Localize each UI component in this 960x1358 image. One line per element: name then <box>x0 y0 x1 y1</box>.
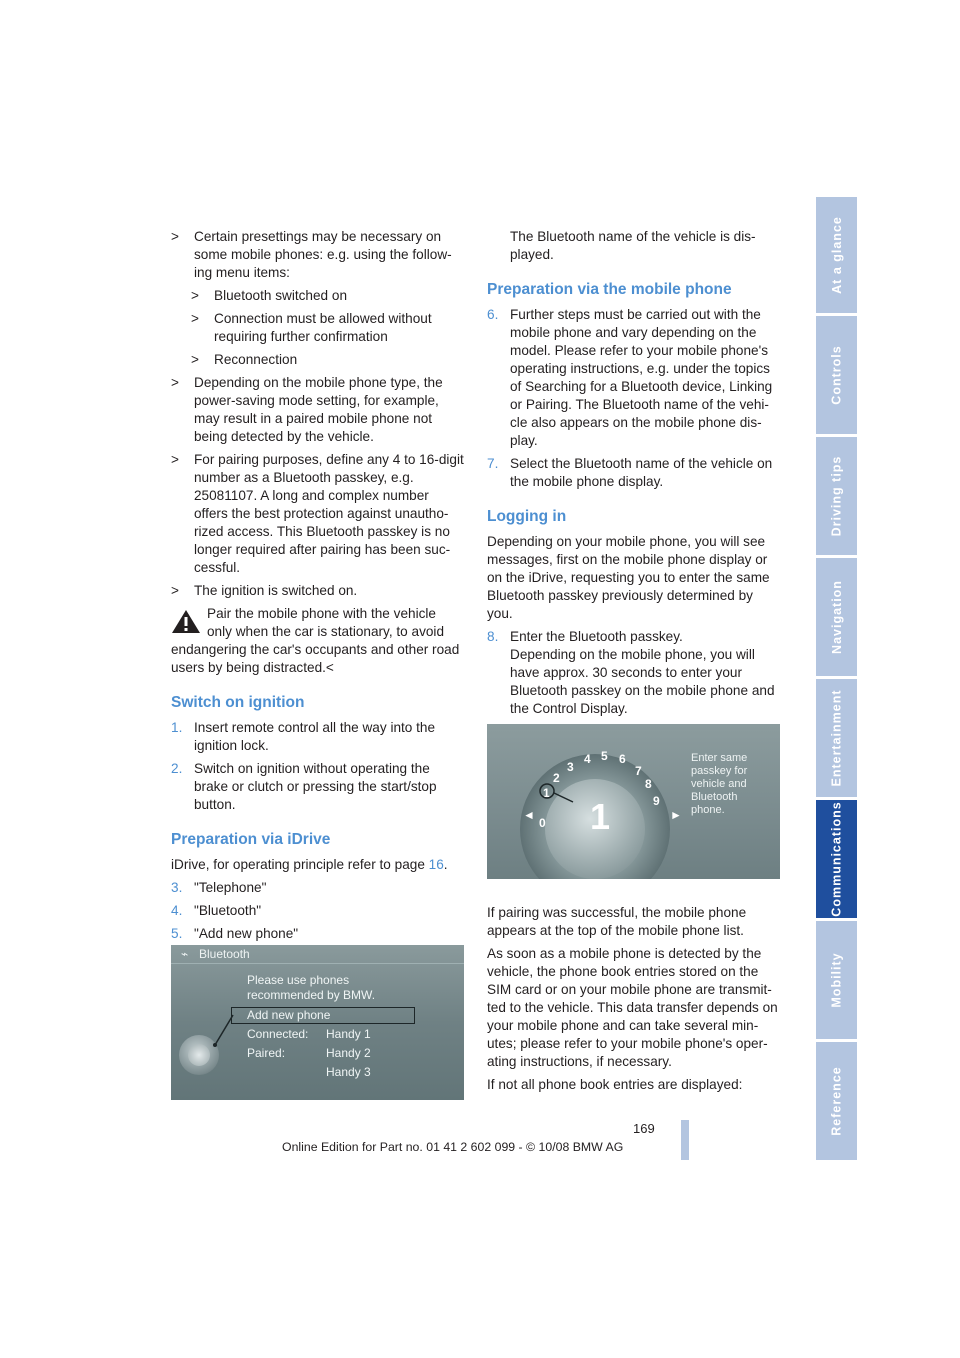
tab-label: Reference <box>829 1066 844 1136</box>
warning-text-b: endangering the car's occupants and other road users by being distracted. <box>171 642 460 675</box>
tab-label: Driving tips <box>829 455 844 537</box>
selected-digit-marker-icon <box>535 782 575 806</box>
dial-digit: 0 <box>539 816 546 830</box>
warning-note <box>171 605 464 677</box>
divider <box>171 963 464 964</box>
tab-driving-tips[interactable] <box>816 437 857 555</box>
list-item <box>171 451 464 577</box>
list-item <box>171 582 464 600</box>
arrow-left-icon: ◄ <box>523 808 535 822</box>
paired-label: Paired: <box>247 1046 286 1060</box>
step-number: 6 . <box>487 306 510 450</box>
paired-phone: Handy 2 <box>326 1046 371 1060</box>
page-reference-link[interactable]: 16 <box>428 857 444 872</box>
tab-entertainment[interactable] <box>816 679 857 797</box>
step-item <box>171 879 464 897</box>
tab-mobility[interactable] <box>816 921 857 1039</box>
bullet-text: Reconnection <box>214 352 298 367</box>
dial-digit: 3 <box>567 760 574 774</box>
left-column <box>171 228 464 948</box>
dial-digit: 2 <box>553 771 560 785</box>
tab-label: At a glance <box>829 216 844 294</box>
dial-digit: 7 <box>635 764 642 778</box>
hint-line: Bluetooth <box>691 791 738 803</box>
screen-message-line: recommended by BMW. <box>247 988 376 1002</box>
right-column <box>487 228 780 1099</box>
hint-line: passkey for <box>691 765 748 777</box>
hint-line: Enter same <box>691 752 748 764</box>
warning-text-a: Pair the mobile phone with the vehicle only when the car is stationary, to avoid <box>207 606 445 639</box>
step-text: Switch on ignition without operating the brake or clutch or pressing the start/stop button. <box>194 761 437 812</box>
bullet-text: For pairing purposes, define any 4 to 16-digit number as a Bluetooth passkey, e.g. 25081107. A long and complex number offers the best protection against unautho-rized access. This Bluetooth passkey is no longer required after pairing has been suc-cessful. <box>194 452 464 575</box>
tab-at-a-glance[interactable] <box>816 197 857 313</box>
step-item <box>171 925 464 943</box>
bullet-text: The ignition is switched on. <box>194 583 358 598</box>
step-text: Select the Bluetooth name of the vehicle on the mobile phone display. <box>510 456 773 489</box>
list-item <box>171 228 464 282</box>
paired-phone: Handy 3 <box>326 1065 371 1079</box>
bullet-text: Connection must be allowed without requiring further confirmation <box>214 311 432 344</box>
list-item <box>191 351 464 369</box>
step-item <box>171 719 464 755</box>
step-number: 5 . <box>171 925 194 943</box>
bullet-marker: > <box>191 288 199 303</box>
step-text: "Bluetooth" <box>194 903 262 918</box>
step-text: Further steps must be carried out with the mobile phone and vary depending on the model. Please refer to your mobile phone's operating instructions, e.g. under the topics of Searching for a Bluetooth device, Linking or Pairing. The Bluetooth name of the vehi-cle also appears on the mobile phone dis-play. <box>510 307 773 448</box>
footer-edition: Online Edition for Part no. 01 41 2 602 099 - © 10/08 BMW AG <box>282 1140 624 1154</box>
bullet-marker: > <box>191 352 199 367</box>
step-text: "Telephone" <box>194 880 267 895</box>
idrive-bluetooth-screenshot <box>171 945 464 1100</box>
step-number: 1 . <box>171 719 194 755</box>
step-text-main: Enter the Bluetooth passkey. <box>510 629 683 644</box>
list-item <box>191 310 464 346</box>
step-item <box>171 760 464 814</box>
bullet-marker: > <box>171 452 179 467</box>
heading-switch-on-ignition: Switch on ignition <box>171 694 305 711</box>
tab-controls[interactable] <box>816 316 857 434</box>
step-number: 7 . <box>487 455 510 491</box>
list-item <box>191 287 464 305</box>
step-text <box>510 628 780 718</box>
login-paragraph: Depending on your mobile phone, you will see messages, first on the mobile phone display or on the iDrive, requesting you to enter the same Bluetooth passkey previously determined by you. <box>487 534 770 621</box>
screen-title: Bluetooth <box>199 947 250 961</box>
passkey-hint <box>691 752 747 817</box>
paragraph: If pairing was successful, the mobile phone appears at the top of the mobile phone list. <box>487 905 747 938</box>
menu-item-add-new-phone: Add new phone <box>247 1008 331 1022</box>
bullet-marker: > <box>191 311 199 326</box>
dial-digit: 5 <box>601 749 608 763</box>
hint-line: phone. <box>691 804 725 816</box>
tab-label: Navigation <box>829 580 844 654</box>
step-item <box>487 455 780 491</box>
tab-reference[interactable] <box>816 1042 857 1160</box>
bullet-text: Depending on the mobile phone type, the power-saving mode setting, for example, may result in a paired mobile phone not being detected by the vehicle. <box>194 375 443 444</box>
tab-navigation[interactable] <box>816 558 857 676</box>
step-number: 2 . <box>171 760 194 814</box>
tab-label: Mobility <box>829 952 844 1008</box>
arrow-right-icon: ► <box>670 808 682 822</box>
end-mark: < <box>325 660 334 675</box>
step-text: Insert remote control all the way into the ignition lock. <box>194 720 436 753</box>
tab-label: Communications <box>829 801 844 917</box>
step-item <box>171 902 464 920</box>
dial-digit: 8 <box>645 777 652 791</box>
controller-knob-inner <box>188 1044 210 1066</box>
bullet-marker: > <box>171 229 179 244</box>
connected-label: Connected: <box>247 1027 309 1041</box>
bullet-marker: > <box>171 375 179 390</box>
heading-preparation-idrive: Preparation via iDrive <box>171 831 331 848</box>
tab-communications[interactable] <box>816 800 857 918</box>
page-number: 169 <box>633 1121 655 1136</box>
hint-line: vehicle and <box>691 778 747 790</box>
bluetooth-menu-icon: ⌁ <box>181 947 189 961</box>
list-item <box>171 374 464 446</box>
screen-message-line: Please use phones <box>247 973 350 987</box>
step-number: 4 . <box>171 902 194 920</box>
idrive-passkey-screenshot <box>487 724 780 879</box>
bullet-marker: > <box>171 583 179 598</box>
step-text: "Add new phone" <box>194 926 299 941</box>
connected-phone: Handy 1 <box>326 1027 371 1041</box>
step-number: 3 . <box>171 879 194 897</box>
heading-preparation-mobile: Preparation via the mobile phone <box>487 281 732 298</box>
dial-digit: 6 <box>619 752 626 766</box>
step-item <box>487 628 780 718</box>
tab-label: Entertainment <box>829 689 844 787</box>
dial-digit: 9 <box>653 794 660 808</box>
tab-label: Controls <box>829 345 844 405</box>
paragraph: As soon as a mobile phone is detected by the vehicle, the phone book entries stored on the SIM card or on your mobile phone are transmit-ted to the vehicle. This data transfer depends on your mobile phone and can take several min-utes; please refer to your mobile phone's oper-ating instructions, if necessary. <box>487 946 778 1069</box>
dial-digit: 4 <box>584 752 591 766</box>
step-number: 8 . <box>487 628 510 718</box>
pointer-line-icon <box>211 1013 235 1049</box>
bullet-text: Bluetooth switched on <box>214 288 348 303</box>
dial-digit: 1 <box>543 786 550 800</box>
idrive-intro-text: iDrive, for operating principle refer to page <box>171 857 425 872</box>
bullet-text: Certain presettings may be necessary on some mobile phones: e.g. using the follow-ing menu items: <box>194 229 452 280</box>
heading-logging-in: Logging in <box>487 508 567 525</box>
current-digit: 1 <box>590 796 611 837</box>
bt-name-note: The Bluetooth name of the vehicle is dis-played. <box>510 229 756 262</box>
page-marker-bar <box>681 1120 689 1160</box>
step-text-detail: Depending on the mobile phone, you will have approx. 30 seconds to enter your Bluetooth passkey on the mobile phone and the Control Display. <box>510 647 775 716</box>
warning-triangle-icon <box>171 609 201 635</box>
idrive-intro: iDrive, for operating principle refer to page 16. <box>171 857 448 872</box>
paragraph: If not all phone book entries are displayed: <box>487 1077 743 1092</box>
step-item <box>487 306 780 450</box>
